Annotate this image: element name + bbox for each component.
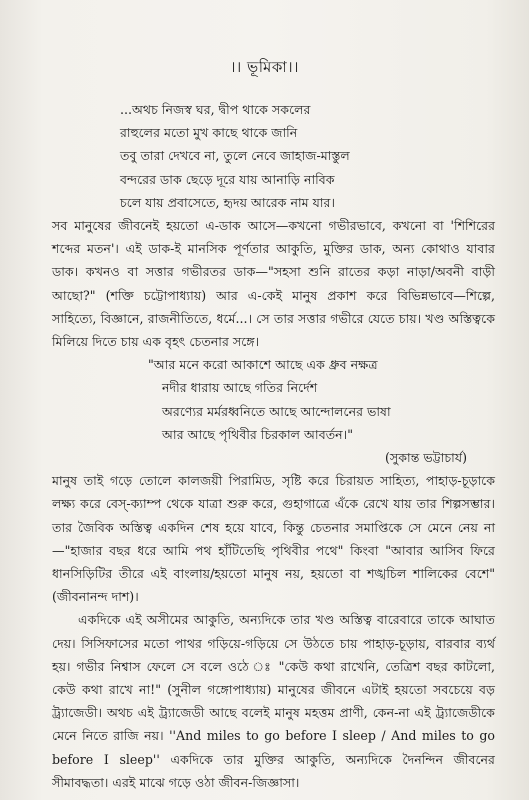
poem-line: আর আছে পৃথিবীর চিরকাল আবর্তন।": [162, 426, 353, 442]
poem-line: তবু তারা দেখবে না, তুলে নেবে জাহাজ-মাস্তুল: [120, 148, 350, 164]
poem-line: অরণ্যের মর্মরধ্বনিতে আছে আন্দোলনের ভাষা: [162, 403, 391, 419]
poem-line: চলে যায় প্রবাসেতে, হৃদয় আরেক নাম যার।: [120, 194, 335, 210]
poem-line: ...অথচ নিজস্ব ঘর, দ্বীপ থাকে সকলের: [120, 102, 311, 117]
poem-attribution: (সুকান্ত ভট্টাচার্য): [385, 450, 467, 466]
paragraph-1: সব মানুষের জীবনেই হয়তো এ-ডাক আসে—কখনো গভীরভাবে, কখনো বা 'শিশিরের শব্দের মতন'। এই ডাক-ই মানসিক পূর্ণতার আকুতি, মুক্তির ডাক, অন্য কোথাও যাবার ডাক। কখনও বা সত্তার গভীরতর ডাক—"সহসা শুনি রাতের কড়া নাড়া/অবনী বাড়ী আছো?" (শক্তি চট্টোপাধ্যায়) আর এ-কেই মানুষ প্রকাশ করে বিভিন্নভাবে—শিল্পে, সাহিত্যে, বিজ্ঞানে, রাজনীতিতে, ধর্মে...। সে তার সত্তার গভীরে যেতে চায়। খণ্ড অস্তিত্বকে মিলিয়ে দিতে চায় এক বৃহৎ চেতনার সঙ্গে।: [52, 218, 495, 350]
quoted-poem: [52, 353, 495, 446]
poem-line: নদীর ধারায় আছে গতির নির্দেশ: [162, 380, 318, 396]
poem-line: রাহুলের মতো মুখ কাছে থাকে জানি: [120, 125, 298, 141]
page-heading: ।। ভূমিকা।।: [230, 58, 299, 76]
poem-line: "আর মনে করো আকাশে আছে এক ধ্রুব নক্ষত্র: [148, 357, 378, 373]
page-body: [52, 98, 495, 794]
poem-line: বন্দরের ডাক ছেড়ে দূরে যায় আনাড়ি নাবিক: [120, 171, 335, 187]
paragraph-2: মানুষ তাই গড়ে তোলে কালজয়ী পিরামিড, সৃষ্টি করে চিরায়ত সাহিত্য, পাহাড়-চূড়াকে লক্ষ্য করে বেস্-ক্যাম্প থেকে যাত্রা শুরু করে, গুহাগাত্রে এঁকে রেখে যায় তার শিল্পসম্ভার। তার জৈবিক অস্তিত্ব একদিন শেষ হয়ে যাবে, কিন্তু চেতনার সমাপ্তিকে সে মেনে নেয় না—"হাজার বছর ধরে আমি পথ হাঁটিতেছি পৃথিবীর পথে" কিংবা "আবার আসিব ফিরে ধানসিড়িটির তীরে এই বাংলায়/হয়তো মানুষ নয়, হয়তো বা শঙ্খচিল শালিকের বেশে" (জীবনানন্দ দাশ)।: [52, 473, 495, 605]
opening-poem: [52, 98, 495, 214]
paragraph-3: একদিকে এই অসীমের আকুতি, অন্যদিকে তার খণ্ড অস্তিত্ব বারেবারে তাকে আঘাত দেয়। সিসিফাসের মতো পাথর গড়িয়ে-গড়িয়ে সে উঠতে চায় পাহাড়-চূড়ায়, বারবার ব্যর্থ হয়। গভীর নিশ্বাস ফেলে সে বলে ওঠে ঃ "কেউ কথা রাখেনি, তেত্রিশ বছর কাটলো, কেউ কথা রাখে না!" (সুনীল গঙ্গোপাধ্যায়) মানুষের জীবনে এটাই হয়তো সবচেয়ে বড় ট্র্যাজেডী। অথচ এই ট্র্যাজেডী আছে বলেই মানুষ মহত্তম প্রাণী, কেন-না এই ট্র্যাজেডীকে মেনে নিতে রাজি নয়। ''And miles to go before I sleep / And miles to go before I sleep'' একদিকে তার মুক্তির আকুতি, অন্যদিকে দৈনন্দিন জীবনের সীমাবদ্ধতা। এরই মাঝে গড়ে ওঠা জীবন-জিজ্ঞাসা।: [52, 612, 495, 790]
